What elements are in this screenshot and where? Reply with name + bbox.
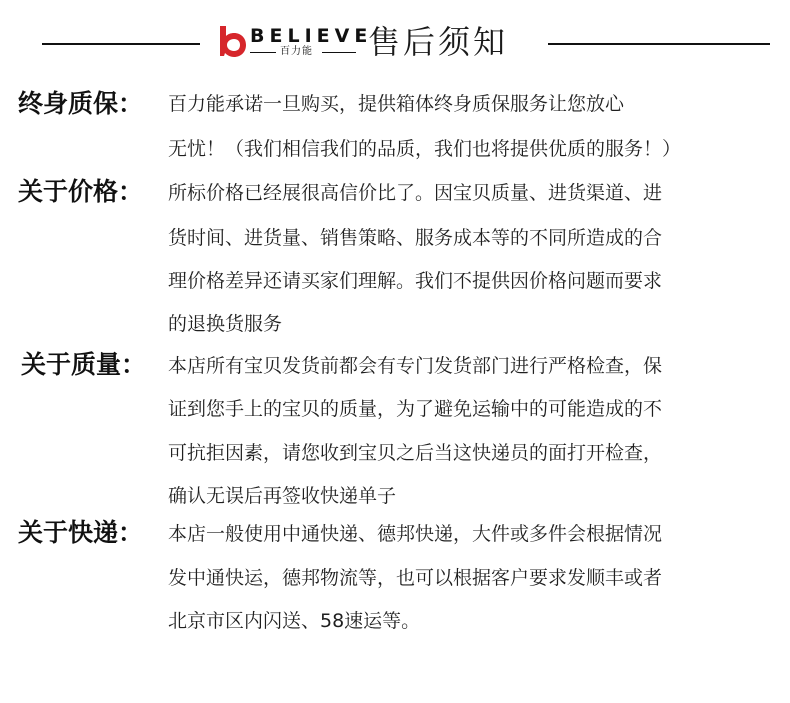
section-heading: 关于质量： [21,350,147,379]
section-line: 发中通快运，德邦物流等，也可以根据客户要求发顺丰或者 [168,567,663,589]
section-line: 的退换货服务 [168,313,283,335]
logo-wordmark: BELIEVE [250,25,373,47]
header [0,0,790,80]
section-line: 无忧！（我们相信我们的品质，我们也将提供优质的服务！） [168,138,682,160]
brand-logo [214,23,373,61]
section-heading: 关于价格： [18,177,144,206]
section-line: 证到您手上的宝贝的质量，为了避免运输中的可能造成的不 [168,398,663,420]
header-rule-right [548,43,770,45]
section-line: 所标价格已经展很高信价比了。因宝贝质量、进货渠道、进 [168,182,663,204]
logo-subtext: 百力能 [280,46,313,57]
section-line: 可抗拒因素，请您收到宝贝之后当这快递员的面打开检查， [168,442,663,464]
logo-subtext-rule-right [322,52,356,53]
section-line: 本店所有宝贝发货前都会有专门发货部门进行严格检查，保 [168,355,663,377]
section-line: 理价格差异还请买家们理解。我们不提供因价格问题而要求 [168,270,663,292]
section-line: 百力能承诺一旦购买，提供箱体终身质保服务让您放心 [168,93,625,115]
section-line: 确认无误后再签收快递单子 [168,485,397,507]
section-line: 货时间、进货量、销售策略、服务成本等的不同所造成的合 [168,227,663,249]
section-heading: 关于快递： [18,518,144,547]
logo-subtext-rule-left [250,52,276,53]
section-heading: 终身质保： [18,89,144,118]
page-title: 售后须知 [368,23,509,61]
section-line: 本店一般使用中通快递、德邦快递，大件或多件会根据情况 [168,523,663,545]
header-rule-left [42,43,200,45]
section-line: 北京市区内闪送、58速运等。 [168,610,421,632]
logo-b-mark-icon [214,24,248,58]
